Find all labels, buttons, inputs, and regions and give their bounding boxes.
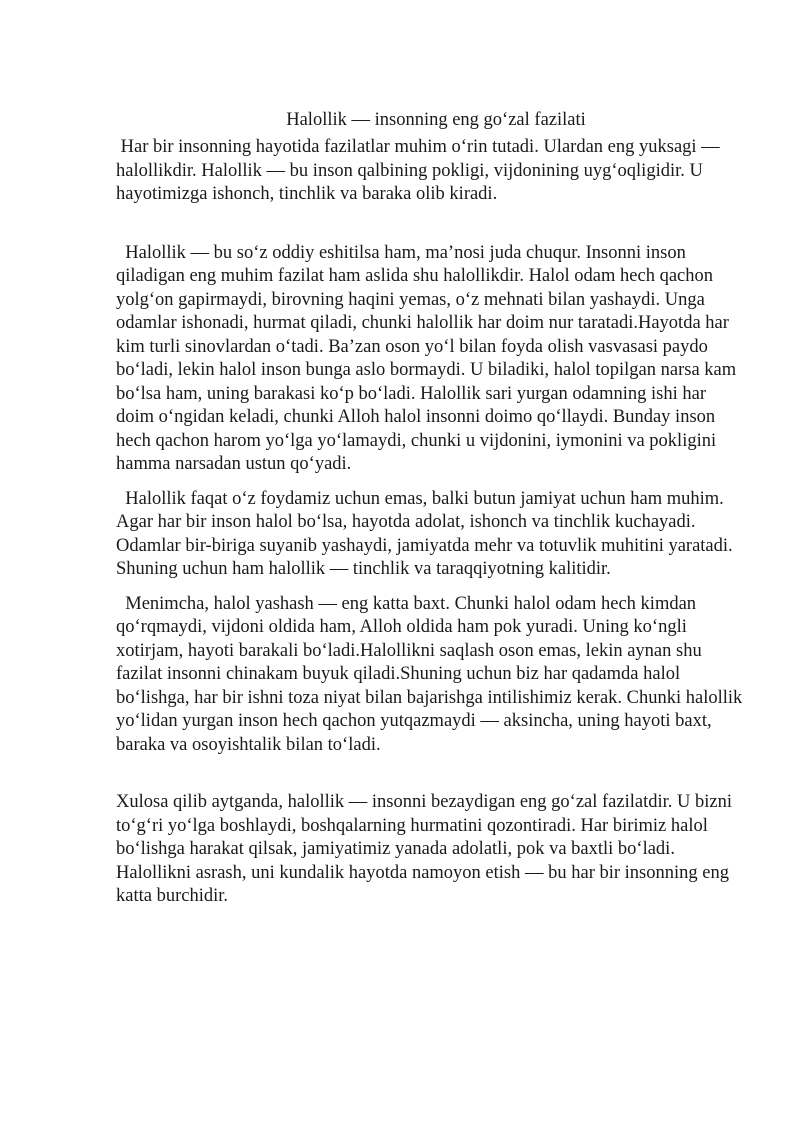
paragraph-opinion: Menimcha, halol yashash — eng katta baxt. Chunki halol odam hech kimdan qoʻrqmaydi, vijdoni oldida ham, Alloh oldida ham pok yuradi. Uning koʻngli xotirjam, hayoti barakali boʻladi.Halollikni saqlash oson emas, lekin aynan shu fazilat insonni chinakam buyuk qiladi.Shuning uchun biz har qadamda halol boʻlishga, har bir ishni toza niyat bilan bajarishga intilishimiz kerak. Chunki halollik yoʻlidan yurgan inson hech qachon yutqazmaydi — aksincha, uning hayoti baxt, baraka va osoyishtalik bilan toʻladi. xyxy=(116,593,747,755)
document-page xyxy=(116,108,748,909)
spacer xyxy=(116,757,748,791)
paragraph-meaning: Halollik — bu soʻz oddiy eshitilsa ham, maʼnosi juda chuqur. Insonni inson qiladigan eng muhim fazilat ham aslida shu halollikdir. Halol odam hech qachon yolgʻon gapirmaydi, birovning haqini yemas, oʻz mehnati bilan yashaydi. Unga odamlar ishonadi, hurmat qiladi, chunki halollik har doim nur taratadi.Hayotda har kim turli sinovlardan oʻtadi. Baʼzan oson yoʻl bilan foyda olish vasvasasi paydo boʻladi, lekin halol inson bunga aslo bormaydi. U biladiki, halol topilgan narsa kam boʻlsa ham, uning barakasi koʻp boʻladi. Halollik sari yurgan odamning ishi har doim oʻngidan keladi, chunki Alloh halol insonni doimo qoʻllaydi. Bunday inson hech qachon harom yoʻlga yoʻlamaydi, chunki u vijdonini, iymonini va pokligini hamma narsadan ustun qoʻyadi. xyxy=(116,242,741,474)
document-title: Halollik — insonning eng goʻzal fazilati xyxy=(286,110,586,130)
spacer xyxy=(116,477,748,488)
paragraph-conclusion: Xulosa qilib aytganda, halollik — insonni bezaydigan eng goʻzal fazilatdir. U bizni toʻgʻri yoʻlga boshlaydi, boshqalarning hurmatini qozontiradi. Har birimiz halol boʻlishga harakat qilsak, jamiyatimiz yanada adolatli, pok va baxtli boʻladi. Halollikni asrash, uni kundalik hayotda namoyon etish — bu har bir insonning eng katta burchidir. xyxy=(116,792,737,906)
spacer xyxy=(116,582,748,593)
spacer xyxy=(116,207,748,242)
paragraph-intro: Har bir insonning hayotida fazilatlar muhim oʻrin tutadi. Ulardan eng yuksagi — halollikdir. Halollik — bu inson qalbining pokligi, vijdonining uygʻoqligidir. U hayotimizga ishonch, tinchlik va baraka olib kiradi. xyxy=(116,137,725,204)
paragraph-society: Halollik faqat oʻz foydamiz uchun emas, balki butun jamiyat uchun ham muhim. Agar har bir inson halol boʻlsa, hayotda adolat, ishonch va tinchlik kuchayadi. Odamlar bir-biriga suyanib yashaydi, jamiyatda mehr va totuvlik muhitini yaratadi. Shuning uchun ham halollik — tinchlik va taraqqiyotning kalitidir. xyxy=(116,488,738,579)
